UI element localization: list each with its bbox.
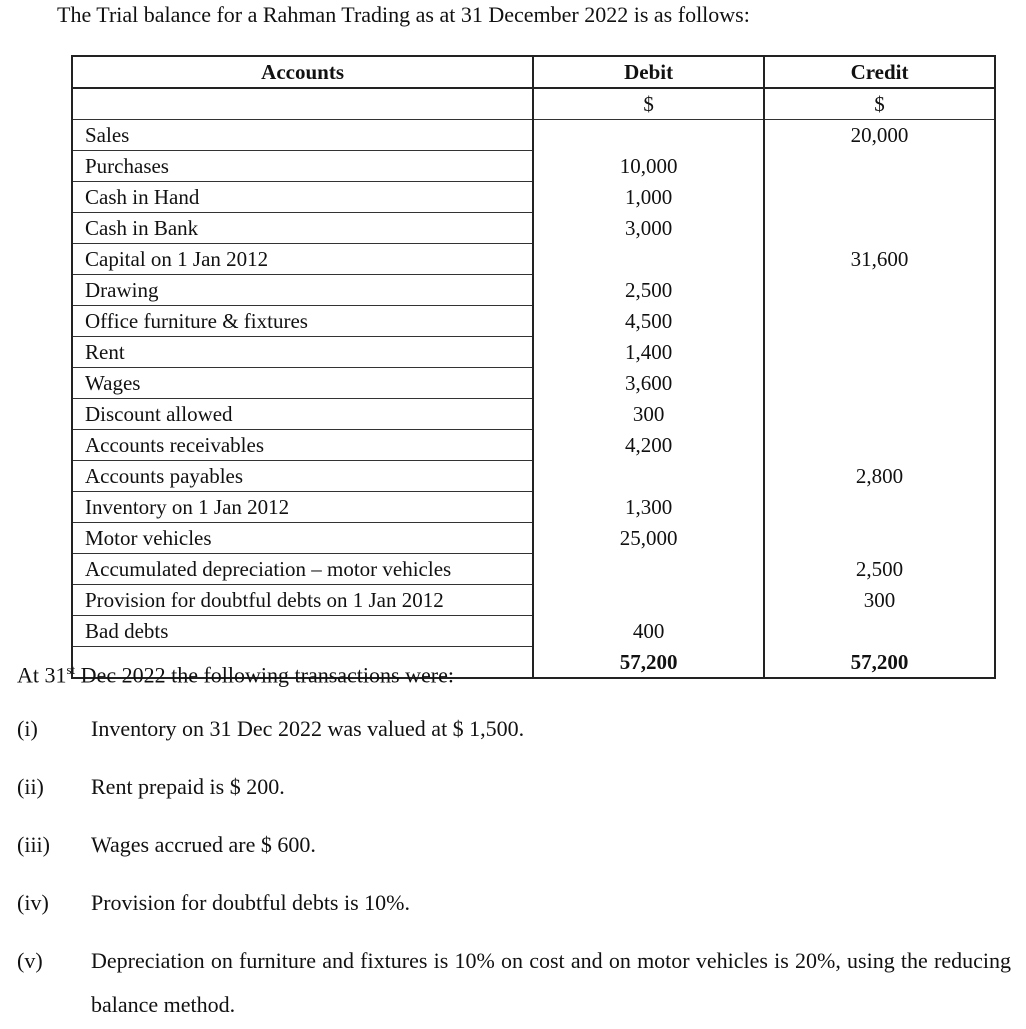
account-name: Cash in Hand	[72, 182, 533, 213]
table-row	[72, 275, 995, 306]
account-name: Capital on 1 Jan 2012	[72, 244, 533, 275]
debit-amount	[533, 461, 764, 492]
item-text: Depreciation on furniture and fixtures is 10% on cost and on motor vehicles is 20%, using the reducing balance method.	[91, 948, 1011, 1017]
table-row	[72, 430, 995, 461]
account-name: Discount allowed	[72, 399, 533, 430]
item-label: (iv)	[17, 890, 49, 915]
debit-amount: 10,000	[533, 151, 764, 182]
credit-total: 57,200	[764, 647, 995, 679]
item-label: (v)	[17, 948, 43, 973]
account-name: Accumulated depreciation – motor vehicles	[72, 554, 533, 585]
table-row	[72, 120, 995, 151]
debit-amount: 25,000	[533, 523, 764, 554]
debit-amount: 3,600	[533, 368, 764, 399]
credit-amount	[764, 337, 995, 368]
debit-amount: 2,500	[533, 275, 764, 306]
header-debit: Debit	[533, 56, 764, 88]
credit-amount: 31,600	[764, 244, 995, 275]
credit-amount	[764, 430, 995, 461]
debit-amount	[533, 554, 764, 585]
account-name: Sales	[72, 120, 533, 151]
table-row	[72, 492, 995, 523]
table-row	[72, 585, 995, 616]
account-name: Drawing	[72, 275, 533, 306]
item-label: (i)	[17, 716, 38, 741]
account-name: Accounts receivables	[72, 430, 533, 461]
table-row	[72, 244, 995, 275]
item-text: Inventory on 31 Dec 2022 was valued at $ 1,500.	[91, 716, 525, 741]
account-name: Motor vehicles	[72, 523, 533, 554]
credit-amount: 20,000	[764, 120, 995, 151]
table-row	[72, 151, 995, 182]
transactions-intro	[17, 656, 454, 689]
debit-amount: 400	[533, 616, 764, 647]
account-name: Accounts payables	[72, 461, 533, 492]
intro-prefix: At 31	[17, 662, 67, 688]
credit-amount	[764, 151, 995, 182]
header-credit: Credit	[764, 56, 995, 88]
trial-balance-table	[71, 55, 996, 679]
debit-amount	[533, 585, 764, 616]
credit-amount: 300	[764, 585, 995, 616]
debit-amount: 4,500	[533, 306, 764, 337]
table-row	[72, 554, 995, 585]
table-row	[72, 182, 995, 213]
item-text: Wages accrued are $ 600.	[91, 832, 316, 857]
item-text: Rent prepaid is $ 200.	[91, 774, 285, 799]
table-row	[72, 523, 995, 554]
currency-row-account	[72, 88, 533, 120]
credit-amount: 2,500	[764, 554, 995, 585]
currency-row	[72, 88, 995, 120]
account-name: Rent	[72, 337, 533, 368]
debit-amount: 4,200	[533, 430, 764, 461]
header-accounts: Accounts	[72, 56, 533, 88]
account-name: Inventory on 1 Jan 2012	[72, 492, 533, 523]
credit-amount	[764, 275, 995, 306]
intro-suffix: Dec 2022 the following transactions were:	[75, 662, 454, 688]
item-label: (ii)	[17, 774, 44, 799]
debit-amount: 300	[533, 399, 764, 430]
table-row	[72, 213, 995, 244]
item-text: Provision for doubtful debts is 10%.	[91, 890, 410, 915]
credit-amount	[764, 213, 995, 244]
item-label: (iii)	[17, 832, 50, 857]
credit-amount	[764, 368, 995, 399]
debit-amount: 1,000	[533, 182, 764, 213]
debit-amount	[533, 120, 764, 151]
debit-total: 57,200	[533, 647, 764, 679]
table-row	[72, 461, 995, 492]
account-name: Office furniture & fixtures	[72, 306, 533, 337]
debit-amount: 3,000	[533, 213, 764, 244]
credit-amount	[764, 399, 995, 430]
debit-amount: 1,400	[533, 337, 764, 368]
table-row	[72, 399, 995, 430]
credit-amount	[764, 616, 995, 647]
debit-currency: $	[533, 88, 764, 120]
account-name: Purchases	[72, 151, 533, 182]
table-row	[72, 337, 995, 368]
table-header-row	[72, 56, 995, 88]
page-title: The Trial balance for a Rahman Trading as at 31 December 2022 is as follows:	[57, 2, 750, 27]
credit-amount	[764, 306, 995, 337]
debit-amount	[533, 244, 764, 275]
account-name: Cash in Bank	[72, 213, 533, 244]
credit-amount: 2,800	[764, 461, 995, 492]
account-name: Bad debts	[72, 616, 533, 647]
credit-amount	[764, 492, 995, 523]
table-row	[72, 368, 995, 399]
table-row	[72, 616, 995, 647]
intro-superscript: st	[66, 662, 76, 677]
debit-amount: 1,300	[533, 492, 764, 523]
table-row	[72, 306, 995, 337]
credit-amount	[764, 523, 995, 554]
account-name: Provision for doubtful debts on 1 Jan 2012	[72, 585, 533, 616]
credit-amount	[764, 182, 995, 213]
credit-currency: $	[764, 88, 995, 120]
account-name: Wages	[72, 368, 533, 399]
